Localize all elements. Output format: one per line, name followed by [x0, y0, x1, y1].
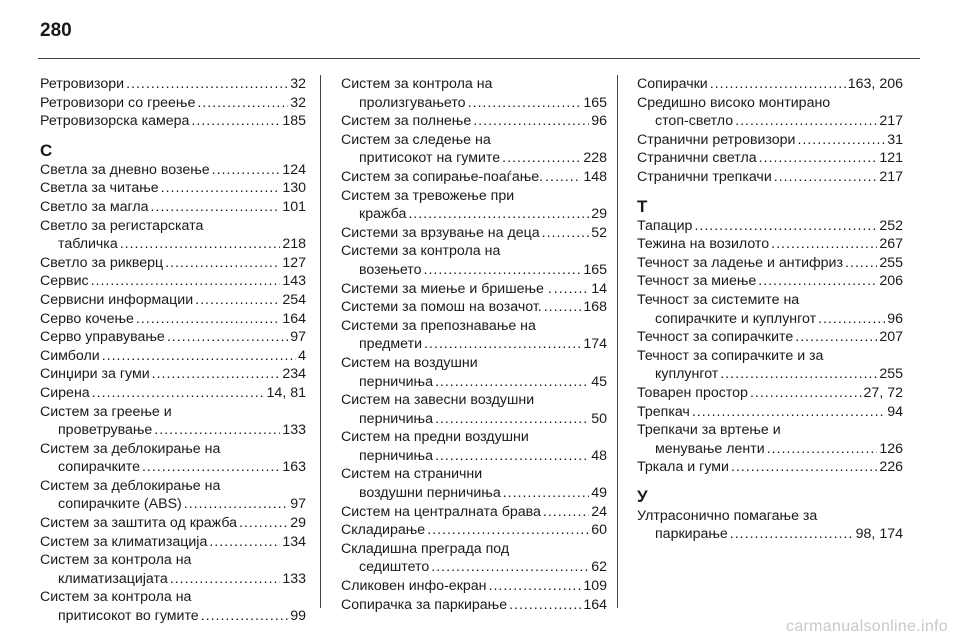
index-page-ref: 165	[583, 94, 607, 111]
index-entry	[637, 131, 903, 150]
index-page-ref: 45	[591, 373, 607, 390]
index-column-2	[341, 75, 607, 614]
index-entry-text: Светла за дневно возење	[40, 161, 210, 178]
leader-dots	[554, 280, 589, 299]
index-entry-text: Течност за миење	[637, 273, 757, 290]
leader-dots	[797, 131, 885, 150]
index-entry-text: Систем на воздушни	[341, 354, 478, 371]
index-entry-text: Сирена	[40, 384, 90, 401]
index-entry-text: Трепкачи за вртење и	[637, 422, 781, 439]
leader-dots	[468, 94, 582, 113]
index-page-ref: 226	[879, 459, 903, 476]
index-page-ref: 4	[298, 347, 306, 364]
leader-dots	[542, 224, 590, 243]
leader-dots	[102, 347, 296, 366]
index-entry	[341, 224, 607, 243]
index-entry-text: Сервисни информации	[40, 291, 194, 308]
index-page-ref: 228	[583, 150, 607, 167]
index-entry-text: перничиња	[359, 410, 433, 427]
index-page-ref: 97	[290, 496, 306, 513]
index-entry-text: возењето	[359, 261, 422, 278]
index-page-ref: 14, 81	[266, 384, 306, 401]
leader-dots	[431, 558, 589, 577]
index-entry	[341, 540, 607, 577]
leader-dots	[136, 310, 280, 329]
index-entry	[637, 403, 903, 422]
index-entry-text: куплунгот	[655, 366, 719, 383]
index-entry	[341, 242, 607, 279]
index-entry	[637, 347, 903, 384]
index-entry	[341, 354, 607, 391]
index-entry-text: Странични трепкачи	[637, 168, 772, 185]
index-entry	[40, 94, 306, 113]
index-entry	[40, 310, 306, 329]
index-page-ref: 124	[282, 161, 306, 178]
index-page-ref: 185	[282, 113, 306, 130]
index-entry-text: Сопирачки	[637, 76, 708, 92]
index-page-ref: 164	[282, 310, 306, 327]
leader-dots	[427, 521, 589, 540]
leader-dots	[473, 112, 589, 131]
index-entry-text: Товарен простор	[637, 384, 748, 401]
leader-dots	[543, 503, 589, 522]
index-entry-text: Систем на предни воздушни	[341, 429, 529, 446]
index-entry	[341, 168, 607, 187]
index-page-ref: 133	[282, 570, 306, 587]
index-entry	[40, 291, 306, 310]
index-entry-text: Систем за деблокирање на	[40, 477, 221, 494]
index-page-ref: 97	[290, 329, 306, 346]
index-page-ref: 29	[290, 515, 306, 532]
index-page-ref: 96	[887, 310, 903, 327]
index-page-ref: 32	[290, 76, 306, 92]
leader-dots	[771, 235, 877, 254]
leader-dots	[710, 75, 846, 94]
leader-dots	[239, 514, 288, 533]
leader-dots	[151, 198, 281, 217]
index-page-ref: 94	[887, 403, 903, 420]
index-page-ref: 133	[282, 422, 306, 439]
index-page-ref: 254	[282, 291, 306, 308]
index-page-ref: 52	[591, 224, 607, 241]
index-page-ref: 143	[282, 273, 306, 290]
index-entry-text: табличка	[58, 236, 118, 253]
index-entry-text: Тежина на возилото	[637, 236, 770, 253]
index-entry-text: Странични светла	[637, 150, 757, 167]
index-entry	[40, 328, 306, 347]
watermark: carmanualsonline.info	[786, 618, 948, 635]
index-entry-text: Тапацир	[637, 217, 693, 234]
leader-dots	[91, 272, 281, 291]
index-page-ref: 134	[282, 533, 306, 550]
index-entry	[341, 298, 607, 317]
index-entry-text: Систем за сопирање-поаѓање.	[341, 168, 544, 185]
index-entry-text: сопирачките и куплунгот	[655, 310, 817, 327]
index-entry	[40, 198, 306, 217]
index-page-ref: 96	[591, 113, 607, 130]
leader-dots	[424, 261, 582, 280]
index-entry	[341, 391, 607, 428]
index-page-ref: 252	[879, 217, 903, 234]
leader-dots	[692, 403, 885, 422]
leader-dots	[408, 205, 589, 224]
index-page-ref: 163, 206	[847, 76, 903, 92]
leader-dots	[795, 328, 877, 347]
index-entry-text: сопирачките (ABS)	[58, 496, 182, 513]
index-entry	[637, 384, 903, 403]
leader-dots	[191, 112, 280, 131]
index-page-ref: 130	[282, 180, 306, 197]
index-entry	[341, 317, 607, 354]
leader-dots	[730, 525, 854, 544]
leader-dots	[759, 149, 878, 168]
column-divider	[617, 75, 618, 608]
index-entry	[40, 179, 306, 198]
leader-dots	[502, 149, 581, 168]
index-page-ref: 163	[282, 459, 306, 476]
index-page-ref: 121	[879, 150, 903, 167]
leader-dots	[845, 254, 877, 273]
index-entry	[341, 187, 607, 224]
leader-dots	[167, 328, 288, 347]
index-entry-text: Тркала и гуми	[637, 459, 729, 476]
leader-dots	[184, 495, 288, 514]
index-entry	[341, 428, 607, 465]
index-entry	[40, 514, 306, 533]
index-page-ref: 49	[591, 485, 607, 502]
index-page-ref: 168	[583, 299, 607, 316]
index-page-ref: 218	[282, 236, 306, 253]
index-entry-text: Течност за системите на	[637, 291, 800, 308]
leader-dots	[503, 484, 590, 503]
index-entry-text: Системи за миење и бришење .	[341, 280, 552, 297]
index-column-3	[637, 75, 903, 544]
leader-dots	[509, 596, 581, 615]
index-page-ref: 14	[591, 280, 607, 297]
leader-dots	[758, 272, 877, 291]
index-entry	[637, 94, 903, 131]
index-page-ref: 174	[583, 336, 607, 353]
index-entry-text: Складирање	[341, 522, 426, 539]
index-page-ref: 234	[282, 366, 306, 383]
leader-dots	[209, 533, 280, 552]
index-entry-text: Светло за рикверц	[40, 254, 164, 271]
page-number: 280	[40, 20, 72, 41]
index-entry-text: Сликовен инфо-екран	[341, 578, 487, 595]
leader-dots	[435, 410, 589, 429]
index-entry	[40, 384, 306, 403]
index-entry	[637, 254, 903, 273]
index-entry	[40, 588, 306, 625]
index-entry-text: Течност за сопирачките и за	[637, 347, 824, 364]
leader-dots	[92, 384, 265, 403]
index-entry	[40, 161, 306, 180]
column-divider	[320, 75, 321, 608]
index-entry	[40, 272, 306, 291]
index-entry-text: Светло за магла	[40, 198, 149, 215]
index-entry-text: воздушни перничиња	[359, 485, 501, 502]
index-entry-text: проветрување	[58, 422, 153, 439]
index-entry-text: Течност за сопирачките	[637, 329, 794, 346]
index-page-ref: 217	[879, 168, 903, 185]
index-entry-text: Систем за полнење	[341, 113, 472, 130]
index-entry-text: Систем за контрола на	[40, 589, 192, 606]
index-page-ref: 24	[591, 503, 607, 520]
index-entry-text: перничиња	[359, 373, 433, 390]
index-entry	[637, 272, 903, 291]
index-entry	[637, 75, 903, 94]
leader-dots	[424, 335, 581, 354]
leader-dots	[818, 310, 885, 329]
index-page-ref: 164	[583, 596, 607, 613]
index-page-ref: 48	[591, 447, 607, 464]
index-entry	[40, 347, 306, 366]
index-entry-text: Ретровизори со греење	[40, 94, 196, 111]
index-entry-text: притисокот во гумите	[58, 608, 199, 625]
header-rule	[38, 58, 920, 59]
index-entry	[637, 328, 903, 347]
index-page-ref: 127	[282, 254, 306, 271]
index-entry	[637, 421, 903, 458]
index-entry	[637, 217, 903, 236]
index-entry-text: Систем за контрола на	[40, 552, 192, 569]
index-entry-text: Систем на завесни воздушни	[341, 392, 535, 409]
index-entry-text: кражба	[359, 206, 407, 223]
index-entry	[40, 112, 306, 131]
index-entry-text: перничиња	[359, 447, 433, 464]
index-entry-text: Симболи	[40, 347, 100, 364]
index-entry-text: Сопирачка за паркирање	[341, 596, 508, 613]
index-entry-text: Серво кочење	[40, 310, 134, 327]
index-entry-text: пролизгувањето	[359, 94, 466, 111]
index-entry-text: Трепкач	[637, 403, 690, 420]
index-entry-text: Системи за врзување на деца	[341, 224, 540, 241]
index-entry	[341, 596, 607, 615]
leader-dots	[774, 168, 878, 187]
index-entry-text: Ретровизорска камера	[40, 113, 190, 130]
index-page-ref: 217	[879, 113, 903, 130]
index-entry-text: притисокот на гумите	[359, 150, 501, 167]
index-entry-text: сопирачките	[58, 459, 140, 476]
index-page-ref: 255	[879, 366, 903, 383]
index-column-1	[40, 75, 306, 626]
leader-dots	[154, 421, 280, 440]
index-entry-text: Систем за контрола на	[341, 76, 493, 92]
index-entry	[40, 533, 306, 552]
index-entry-text: паркирање	[655, 526, 728, 543]
index-entry-text: климатизацијата	[58, 570, 168, 587]
index-entry	[40, 75, 306, 94]
leader-dots	[694, 217, 877, 236]
leader-dots	[545, 168, 581, 187]
index-entry-text: Систем за тревожење при	[341, 187, 515, 204]
index-entry	[637, 149, 903, 168]
leader-dots	[435, 373, 589, 392]
index-entry	[341, 503, 607, 522]
index-entry-text: Систем за заштита од кражба	[40, 515, 238, 532]
index-page-ref: 98, 174	[855, 526, 903, 543]
leader-dots	[212, 161, 281, 180]
index-entry	[40, 217, 306, 254]
index-entry-text: Систем за греење и	[40, 403, 172, 420]
index-entry-text: Систем за следење на	[341, 131, 491, 148]
index-page-ref: 99	[290, 608, 306, 625]
index-page-ref: 50	[591, 410, 607, 427]
index-entry-text: Серво управување	[40, 329, 165, 346]
index-entry	[40, 365, 306, 384]
index-page-ref: 62	[591, 559, 607, 576]
index-entry	[637, 458, 903, 477]
index-entry-text: Системи за препознавање на	[341, 317, 536, 334]
index-entry	[341, 75, 607, 112]
index-page-ref: 207	[879, 329, 903, 346]
index-page-ref: 126	[879, 440, 903, 457]
index-entry-text: Сервис	[40, 273, 89, 290]
leader-dots	[544, 298, 582, 317]
index-entry-text: Светла за читање	[40, 180, 159, 197]
index-entry-text: Систем за деблокирање на	[40, 440, 221, 457]
index-entry	[341, 521, 607, 540]
index-page-ref: 109	[583, 578, 607, 595]
leader-dots	[197, 94, 288, 113]
index-page-ref: 60	[591, 522, 607, 539]
index-letter-heading: Т	[637, 196, 648, 216]
index-entry-text: Системи за помош на возачот.	[341, 299, 542, 316]
index-entry	[40, 477, 306, 514]
index-entry	[637, 235, 903, 254]
index-page-ref: 267	[879, 236, 903, 253]
index-entry	[341, 280, 607, 299]
leader-dots	[201, 607, 289, 626]
index-page-ref: 206	[879, 273, 903, 290]
leader-dots	[720, 365, 877, 384]
index-page-ref: 27, 72	[863, 384, 903, 401]
index-page-ref: 165	[583, 261, 607, 278]
index-entry	[341, 112, 607, 131]
leader-dots	[435, 447, 589, 466]
index-entry-text: Средишно високо монтирано	[637, 94, 831, 111]
leader-dots	[731, 458, 877, 477]
leader-dots	[489, 577, 582, 596]
index-entry-text: седиштето	[359, 559, 430, 576]
index-entry	[40, 551, 306, 588]
index-entry	[341, 465, 607, 502]
leader-dots	[735, 112, 877, 131]
leader-dots	[142, 458, 280, 477]
index-letter-heading: С	[40, 140, 53, 160]
index-entry-text: Течност за ладење и антифриз	[637, 254, 843, 271]
leader-dots	[750, 384, 862, 403]
index-entry-text: Синџири за гуми	[40, 366, 150, 383]
index-entry-text: Странични ретровизори	[637, 131, 796, 148]
leader-dots	[126, 75, 288, 94]
index-page-ref: 148	[583, 168, 607, 185]
index-entry-text: Систем на централната брава	[341, 503, 541, 520]
leader-dots	[152, 365, 281, 384]
index-entry-text: стоп-светло	[655, 113, 734, 130]
index-page-ref: 29	[591, 206, 607, 223]
index-page-ref: 32	[290, 94, 306, 111]
index-page-ref: 101	[282, 198, 306, 215]
index-entry-text: предмети	[359, 336, 423, 353]
index-entry-text: Системи за контрола на	[341, 243, 501, 260]
leader-dots	[165, 254, 280, 273]
index-entry	[40, 254, 306, 273]
index-page-ref: 255	[879, 254, 903, 271]
index-entry-text: Ретровизори	[40, 76, 125, 92]
index-entry	[637, 291, 903, 328]
index-entry-text: Систем на странични	[341, 466, 483, 483]
leader-dots	[161, 179, 281, 198]
index-entry	[40, 403, 306, 440]
index-entry	[341, 577, 607, 596]
index-entry	[637, 168, 903, 187]
index-entry-text: Ултрасонично помагање за	[637, 507, 818, 524]
index-entry-text: Складишна преграда под	[341, 540, 510, 557]
index-entry-text: Систем за климатизација	[40, 533, 208, 550]
leader-dots	[767, 440, 878, 459]
index-entry-text: менување ленти	[655, 440, 765, 457]
leader-dots	[170, 570, 281, 589]
leader-dots	[195, 291, 280, 310]
index-entry	[637, 507, 903, 544]
index-entry-text: Светло за регистарската	[40, 217, 204, 234]
index-letter-heading: У	[637, 486, 648, 506]
leader-dots	[120, 235, 281, 254]
index-entry	[341, 131, 607, 168]
index-entry	[40, 440, 306, 477]
index-page-ref: 31	[887, 131, 903, 148]
